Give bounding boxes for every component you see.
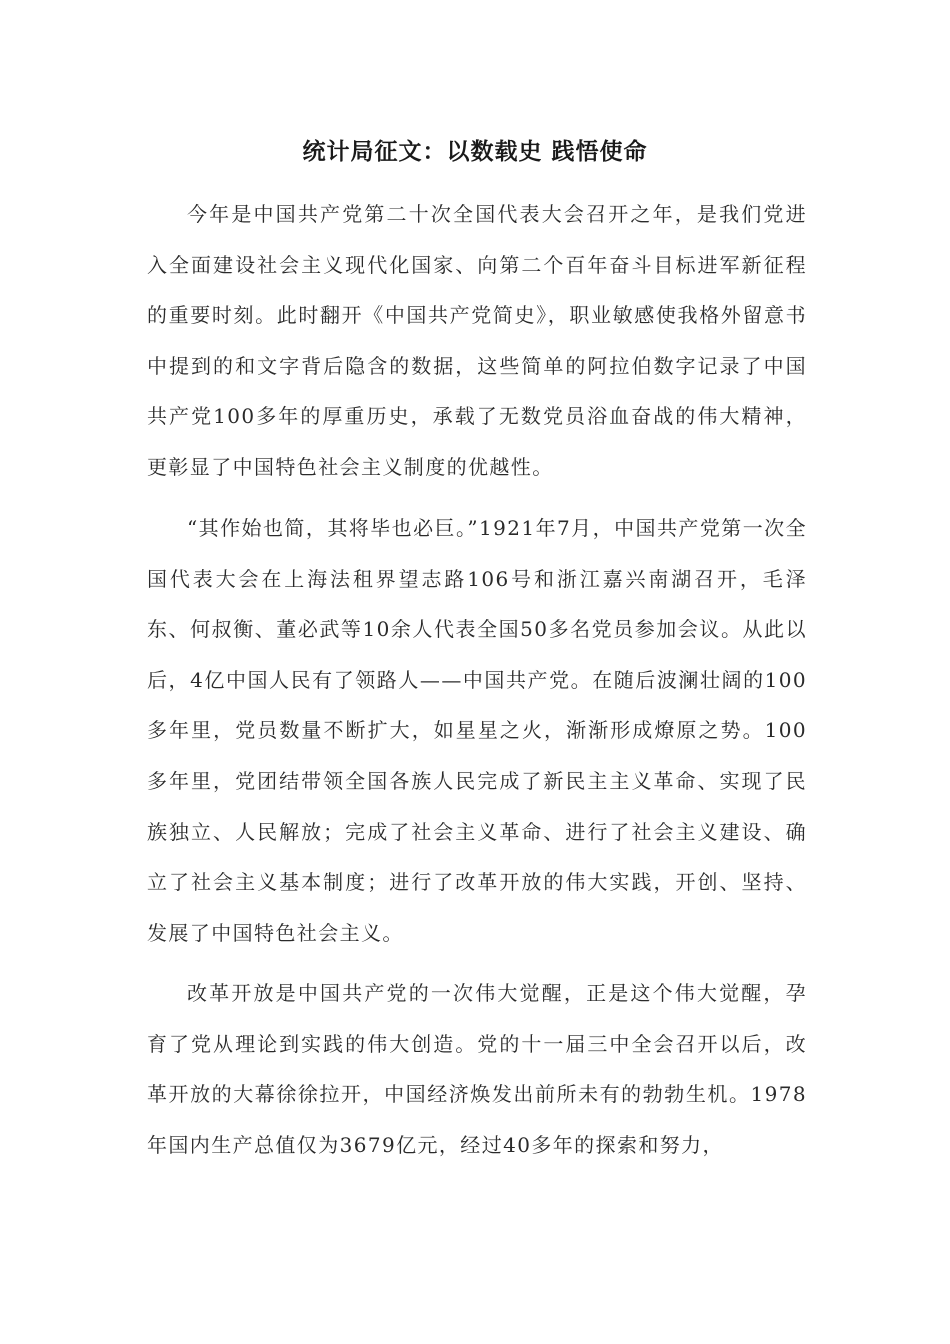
paragraph: 改革开放是中国共产党的一次伟大觉醒，正是这个伟大觉醒，孕育了党从理论到实践的伟大创造。党的十一届三中全会召开以后，改革开放的大幕徐徐拉开，中国经济焕发出前所未有的勃勃生机。1978年国内生产总值仅为3679亿元，经过40多年的探索和努力，	[147, 981, 807, 1157]
paragraph: “其作始也简，其将毕也必巨。”1921年7月，中国共产党第一次全国代表大会在上海法租界望志路106号和浙江嘉兴南湖召开，毛泽东、何叔衡、董必武等10余人代表全国50多名党员参加会议。从此以后，4亿中国人民有了领路人——中国共产党。在随后波澜壮阔的100多年里，党员数量不断扩大，如星星之火，渐渐形成燎原之势。100多年里，党团结带领全国各族人民完成了新民主主义革命、实现了民族独立、人民解放；完成了社会主义革命、进行了社会主义建设、确立了社会主义基本制度；进行了改革开放的伟大实践，开创、坚持、发展了中国特色社会主义。	[147, 516, 807, 945]
document-title: 统计局征文：以数载史 践悟使命	[302, 139, 648, 165]
paragraph: 今年是中国共产党第二十次全国代表大会召开之年，是我们党进入全面建设社会主义现代化国家、向第二个百年奋斗目标进军新征程的重要时刻。此时翻开《中国共产党简史》，职业敏感使我格外留意书中提到的和文字背后隐含的数据，这些简单的阿拉伯数字记录了中国共产党100多年的厚重历史，承载了无数党员浴血奋战的伟大精神，更彰显了中国特色社会主义制度的优越性。	[147, 202, 807, 479]
